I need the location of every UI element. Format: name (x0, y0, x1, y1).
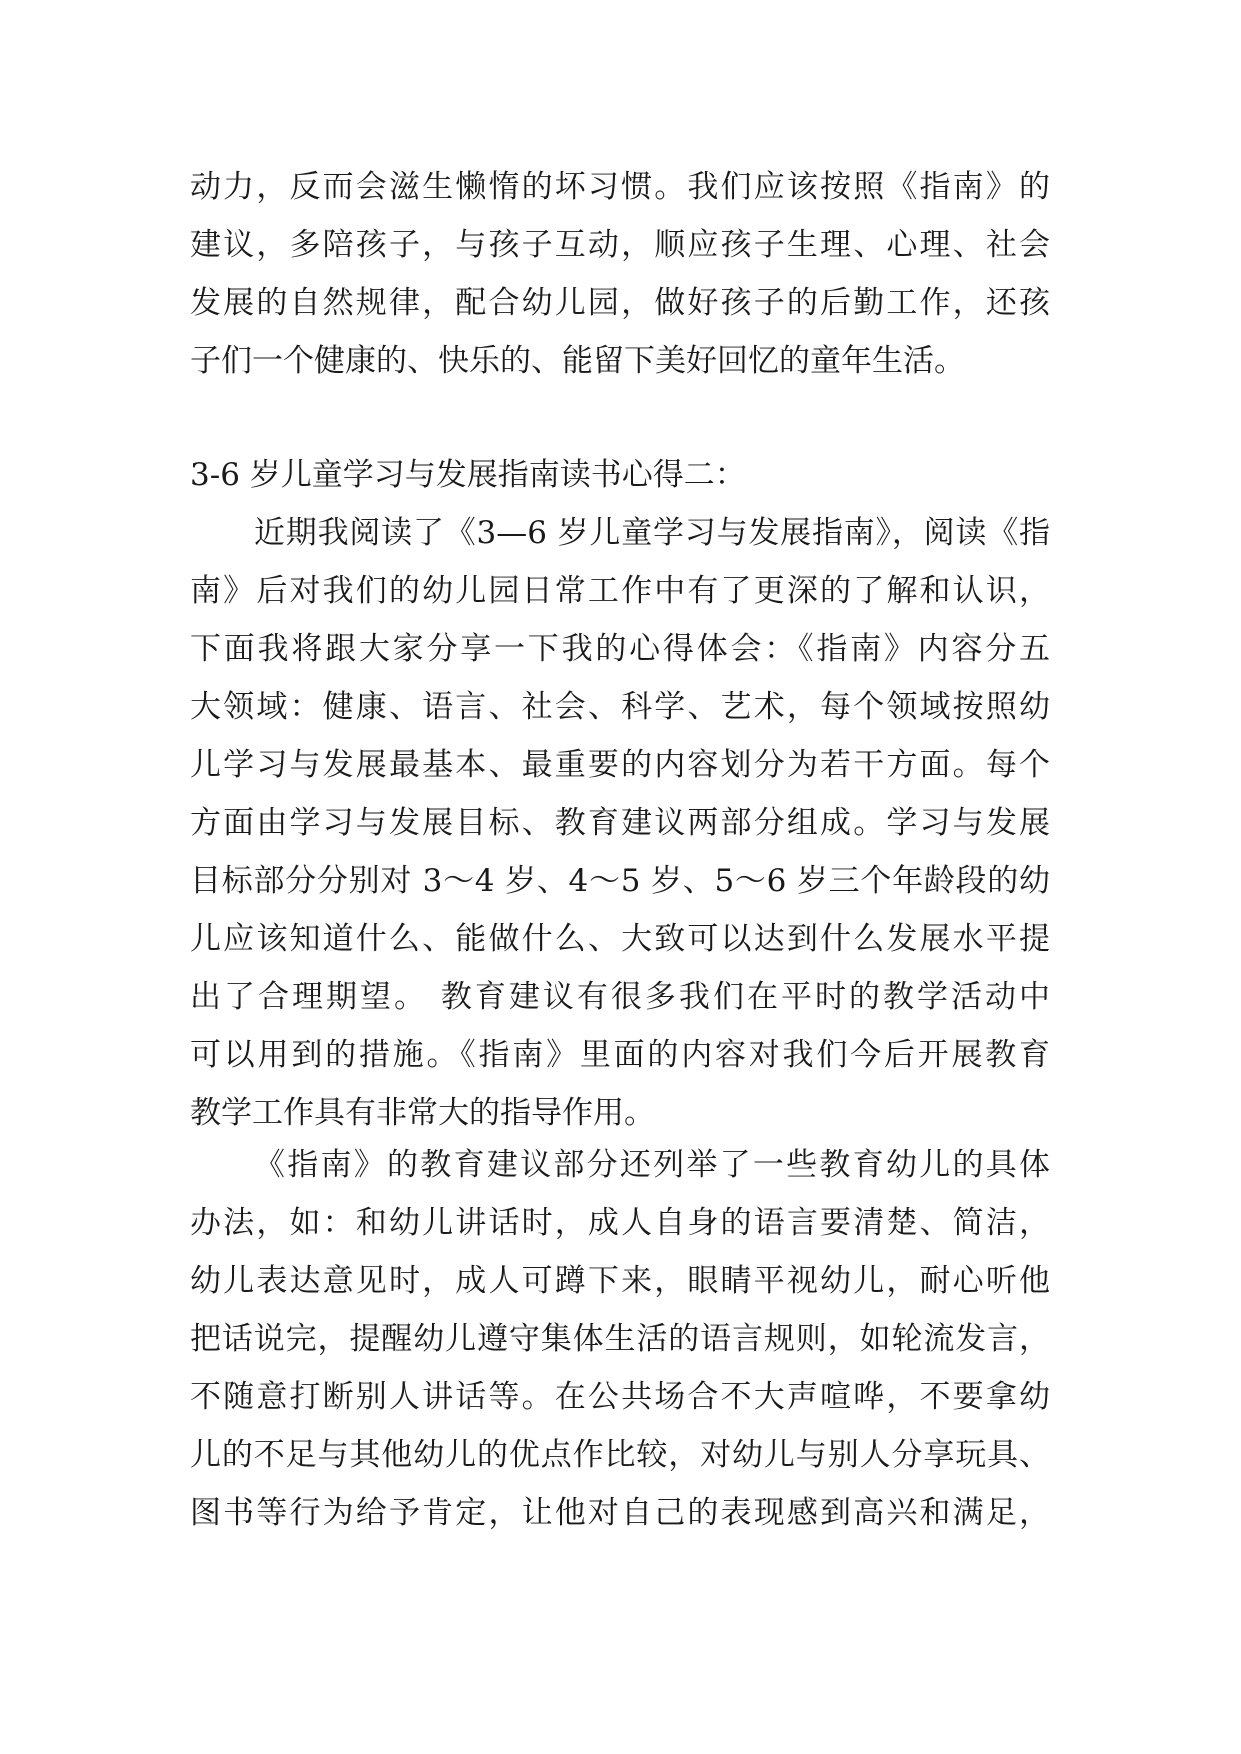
text-line: 南》后对我们的幼儿园日常工作中有了更深的了解和认识， (190, 573, 1050, 609)
text-line: 图书等行为给予肯定，让他对自己的表现感到高兴和满足， (190, 1495, 1050, 1531)
text-line: 把话说完，提醒幼儿遵守集体生活的语言规则，如轮流发言， (190, 1321, 1050, 1357)
text-line: 出了合理期望。 教育建议有很多我们在平时的教学活动中 (190, 979, 1050, 1015)
text-line: 幼儿表达意见时，成人可蹲下来，眼睛平视幼儿，耐心听他 (190, 1263, 1050, 1299)
text-line: 发展的自然规律，配合幼儿园，做好孩子的后勤工作，还孩 (190, 285, 1050, 321)
paragraph-1 (190, 504, 1050, 1142)
text-line: 不随意打断别人讲话等。在公共场合不大声喧哗，不要拿幼 (190, 1379, 1050, 1415)
text-line: 儿应该知道什么、能做什么、大致可以达到什么发展水平提 (190, 921, 1050, 957)
text-line: 下面我将跟大家分享一下我的心得体会：《指南》内容分五 (190, 631, 1050, 667)
text-line: 近期我阅读了《3—6 岁儿童学习与发展指南》，阅读《指 (254, 515, 1050, 551)
text-line: 建议，多陪孩子，与孩子互动，顺应孩子生理、心理、社会 (190, 227, 1050, 263)
text-line: 儿学习与发展最基本、最重要的内容划分为若干方面。每个 (190, 747, 1050, 783)
text-line: 目标部分分别对 3～4 岁、4～5 岁、5～6 岁三个年龄段的幼 (190, 863, 1050, 899)
text-line: 教学工作具有非常大的指导作用。 (190, 1095, 655, 1131)
paragraph-2 (190, 1136, 1050, 1542)
continuation-paragraph (190, 158, 1050, 390)
text-line: 《指南》的教育建议部分还列举了一些教育幼儿的具体 (254, 1147, 1050, 1183)
text-line: 大领域：健康、语言、社会、科学、艺术，每个领域按照幼 (190, 689, 1050, 725)
text-line: 儿的不足与其他幼儿的优点作比较，对幼儿与别人分享玩具、 (190, 1437, 1050, 1473)
text-line: 动力，反而会滋生懒惰的坏习惯。我们应该按照《指南》的 (190, 169, 1050, 205)
section-heading-block (190, 446, 1050, 504)
text-line: 方面由学习与发展目标、教育建议两部分组成。学习与发展 (190, 805, 1050, 841)
text-line: 子们一个健康的、快乐的、能留下美好回忆的童年生活。 (190, 343, 965, 379)
text-line: 可以用到的措施。《指南》里面的内容对我们今后开展教育 (190, 1037, 1050, 1073)
text-line: 办法，如：和幼儿讲话时，成人自身的语言要清楚、简洁， (190, 1205, 1050, 1241)
section-heading: 3-6 岁儿童学习与发展指南读书心得二： (190, 457, 746, 493)
